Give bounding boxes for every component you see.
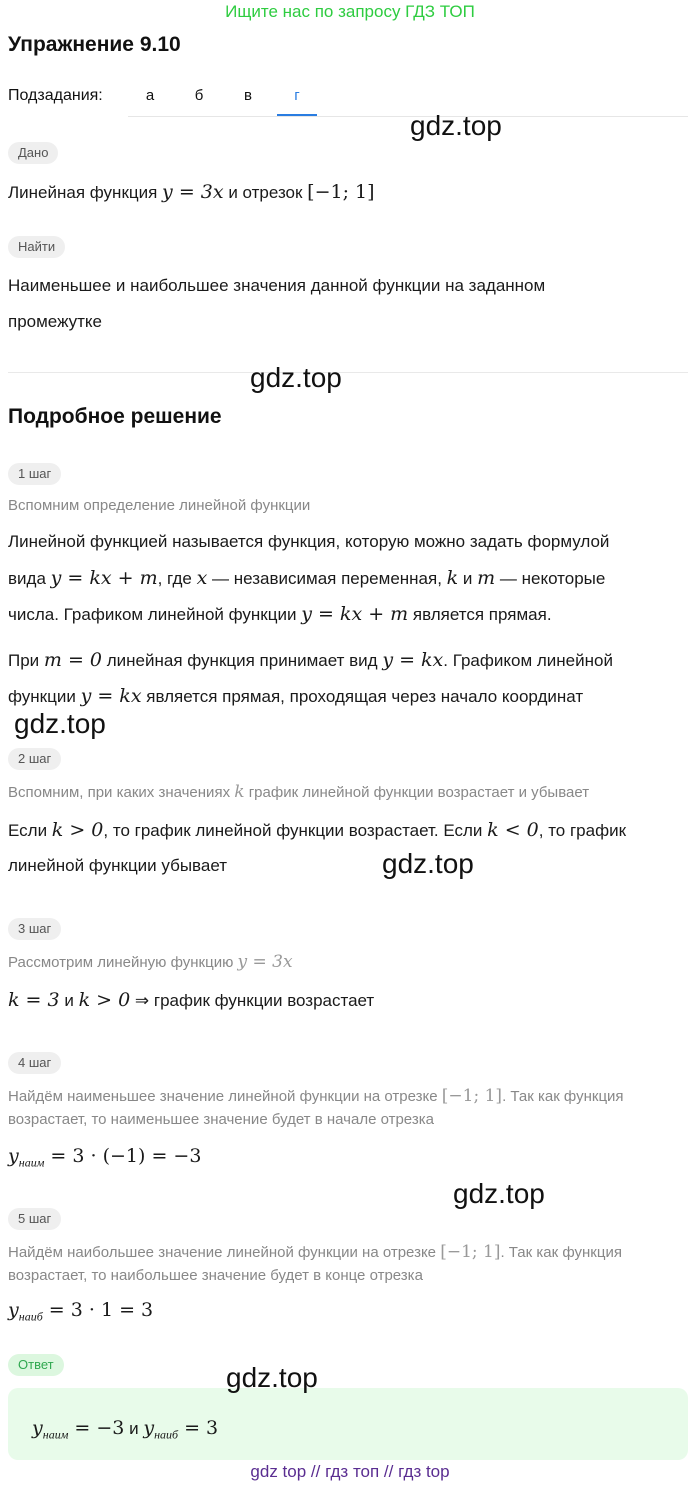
find-chip: Найти <box>8 236 65 258</box>
step-2-hint: Вспомним, при каких значениях k график линейной функции возрастает и убывает <box>8 782 590 802</box>
find-line-1: Наименьшее и наибольшее значения данной функции на заданном <box>8 276 546 295</box>
tab-g[interactable]: г <box>277 84 317 116</box>
footer-links[interactable]: gdz top // гдз топ // гдз top <box>250 1462 450 1481</box>
watermark: gdz.top <box>250 362 342 393</box>
step-2-chip: 2 шаг <box>8 748 61 770</box>
step-5-hint-1: Найдём наибольшее значение линейной функции на отрезке [−1; 1]. Так как функция <box>8 1242 622 1262</box>
step-2-line-2: линейной функции убывает <box>8 856 228 875</box>
divider <box>8 372 688 373</box>
answer-chip: Ответ <box>8 1354 64 1376</box>
step-1-line-2: вида y = kx + m, где x — независимая переменная, k и m — некоторые <box>8 567 606 589</box>
step-1-line-5: функции y = kx является прямая, проходящая через начало координат <box>8 685 584 707</box>
watermark: gdz.top <box>453 1178 545 1209</box>
step-3-line-1: k = 3 и k > 0 ⇒ график функции возрастает <box>8 989 375 1011</box>
step-1-line-3: числа. Графиком линейной функции y = kx + m является прямая. <box>8 603 552 625</box>
step-4-equation: $y_{наим} = 3 \cdot (-1) = -3$ <box>8 1145 202 1170</box>
watermark: gdz.top <box>382 848 474 879</box>
step-5-chip: 5 шаг <box>8 1208 61 1230</box>
step-1-hint: Вспомним определение линейной функции <box>8 497 311 514</box>
given-text: Линейная функция y = 3x и отрезок [−1; 1] <box>8 181 375 203</box>
step-1-line-1: Линейной функцией называется функция, которую можно задать формулой <box>8 532 610 551</box>
subtasks-tabs <box>128 84 688 117</box>
step-2-line-1: Если k > 0, то график линейной функции возрастает. Если k < 0, то график <box>8 819 627 841</box>
solution-title: Подробное решение <box>8 405 222 428</box>
find-line-2: промежутке <box>8 312 102 331</box>
step-4-chip: 4 шаг <box>8 1052 61 1074</box>
step-3-chip: 3 шаг <box>8 918 61 940</box>
tab-b[interactable]: б <box>194 87 204 104</box>
tab-v[interactable]: в <box>244 87 252 104</box>
step-4-hint-2: возрастает, то наименьшее значение будет в начале отрезка <box>8 1111 434 1128</box>
watermark: gdz.top <box>14 708 106 739</box>
given-chip: Дано <box>8 142 58 164</box>
step-5-equation: $y_{наиб} = 3 \cdot 1 = 3$ <box>8 1299 154 1324</box>
step-5-hint-2: возрастает, то наибольшее значение будет в конце отрезка <box>8 1267 423 1284</box>
promo-banner: Ищите нас по запросу ГДЗ ТОП <box>225 2 475 21</box>
answer-text: $y_{наим} = -3$ и $y_{наиб} = 3$ <box>32 1417 219 1442</box>
step-1-chip: 1 шаг <box>8 463 61 485</box>
step-4-hint-1: Найдём наименьшее значение линейной функции на отрезке [−1; 1]. Так как функция <box>8 1086 624 1106</box>
watermark: gdz.top <box>226 1362 318 1393</box>
page-title: Упражнение 9.10 <box>8 33 181 56</box>
subtasks-label: Подзадания: <box>8 87 103 104</box>
step-3-hint: Рассмотрим линейную функцию y = 3x <box>8 952 293 972</box>
watermark: gdz.top <box>410 110 502 141</box>
step-1-line-4: При m = 0 линейная функция принимает вид y = kx. Графиком линейной <box>8 649 613 671</box>
tab-a[interactable]: а <box>145 87 155 104</box>
